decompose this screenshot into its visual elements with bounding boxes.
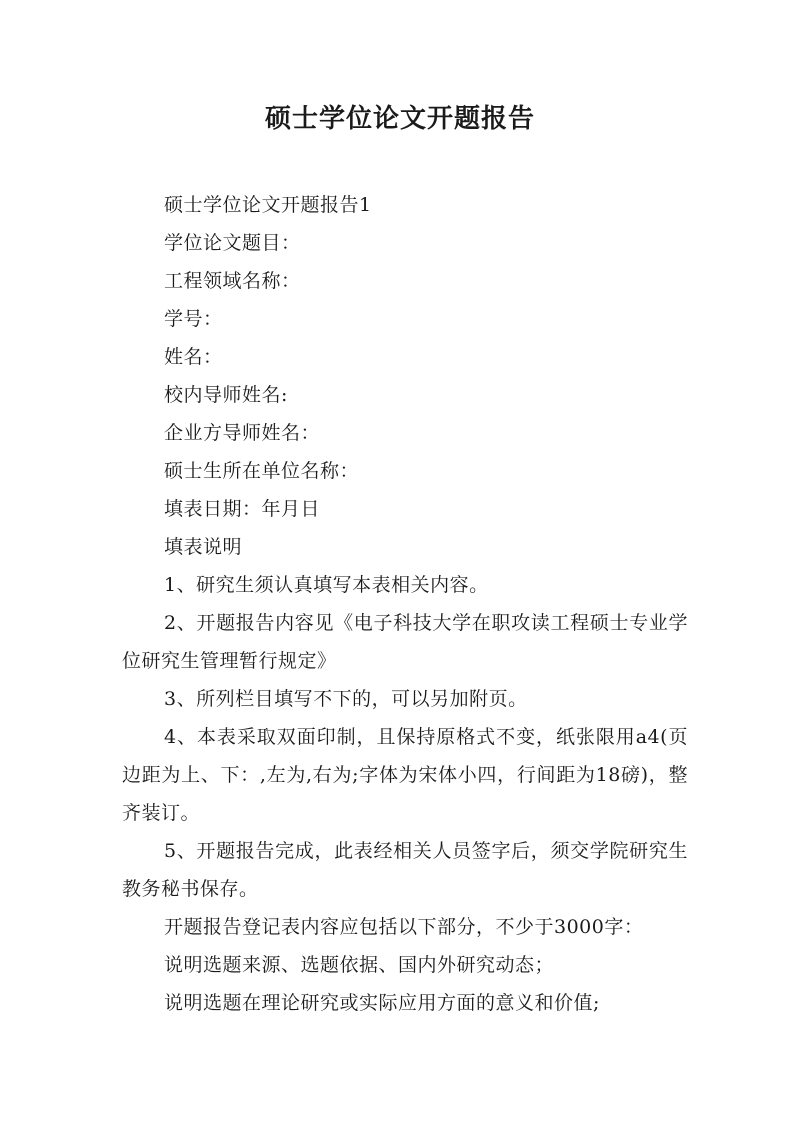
paragraph-topic-source: 说明选题来源、选题依据、国内外研究动态；	[164, 954, 555, 976]
document-body	[122, 186, 688, 1022]
paragraph-internal-supervisor: 校内导师姓名:	[164, 384, 288, 406]
paragraph-field-name: 工程领域名称：	[164, 270, 301, 292]
paragraph-instruction-4: 4、本表采取双面印制，且保持原格式不变，纸张限用a4(页边距为上、下：,左为,右为;字体为宋体小四，行间距为18磅)，整齐装订。	[122, 726, 688, 824]
paragraph-thesis-title-field: 学位论文题目：	[164, 232, 301, 254]
document-title: 硕士学位论文开题报告	[264, 104, 535, 134]
paragraph-instruction-5: 5、开题报告完成，此表经相关人员签字后，须交学院研究生教务秘书保存。	[122, 840, 688, 900]
paragraph-instructions-heading: 填表说明	[164, 536, 243, 558]
paragraph-instruction-2: 2、开题报告内容见《电子科技大学在职攻读工程硕士专业学位研究生管理暂行规定》	[122, 612, 688, 672]
paragraph-name: 姓名：	[164, 346, 223, 368]
paragraph-report-heading: 硕士学位论文开题报告1	[164, 194, 372, 216]
paragraph-content-requirements: 开题报告登记表内容应包括以下部分，不少于3000字：	[164, 916, 644, 938]
paragraph-student-id: 学号：	[164, 308, 223, 330]
paragraph-fill-date: 填表日期：年月日	[164, 498, 321, 520]
paragraph-topic-significance: 说明选题在理论研究或实际应用方面的意义和价值;	[164, 992, 600, 1014]
paragraph-instruction-1: 1、研究生须认真填写本表相关内容。	[164, 574, 489, 596]
paragraph-instruction-3: 3、所列栏目填写不下的，可以另加附页。	[164, 688, 528, 710]
paragraph-employer-name: 硕士生所在单位名称：	[164, 460, 360, 482]
paragraph-enterprise-supervisor: 企业方导师姓名：	[164, 422, 321, 444]
